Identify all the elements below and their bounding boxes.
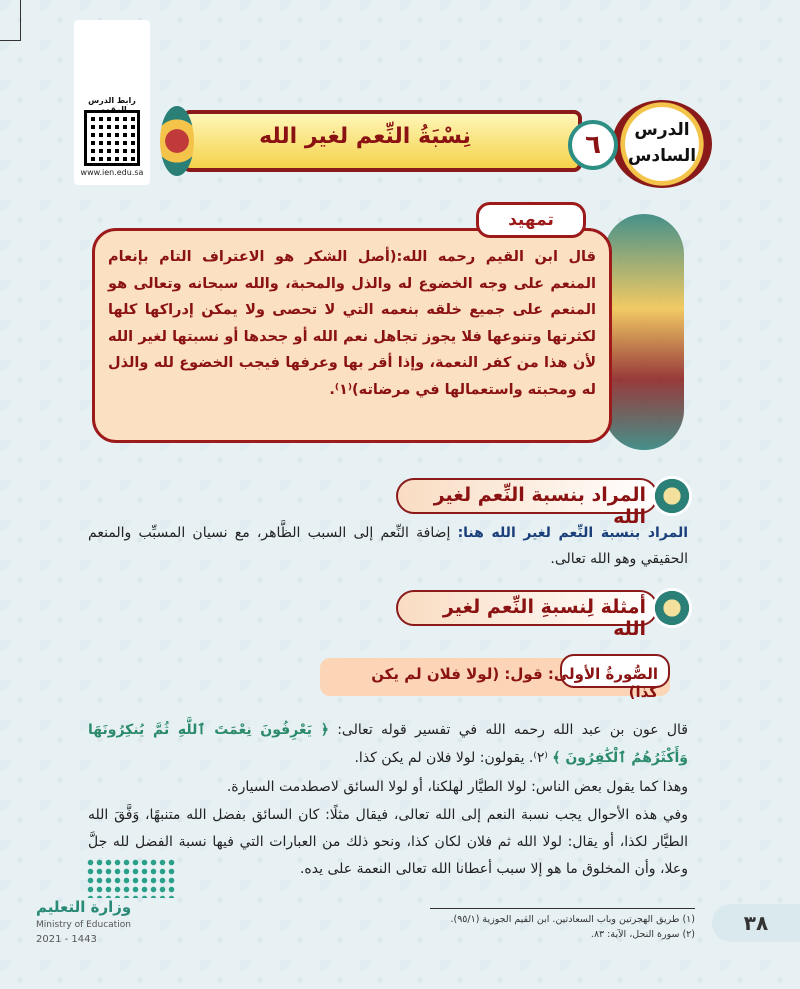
footnote-rule [430, 908, 695, 909]
qr-label: رابط الدرس [88, 96, 136, 105]
definition-text: إضافة النِّعم إلى السبب الظَّاهر، مع نسيان المسبِّب والمنعم الحقيقي وهو الله تعالى. [88, 525, 688, 567]
qr-url[interactable]: www.ien.edu.sa [80, 168, 144, 177]
footnote-2: (٢) سورة النحل، الآية: ٨٣. [590, 929, 695, 940]
intro-ornament-icon [604, 214, 684, 450]
paragraph-3: وفي هذه الأحوال يجب نسبة النعم إلى الله تعالى، فيقال مثلًا: كان السائق بفضل الله متنبهًا، وَفَّقَ الله الطيَّار لكذا، أو يقال: لولا الله ثم فلان لكان كذا، ونحو ذلك من العبارات التي فيها نسبة الفضل لله جلَّ وعلا، وأن المخلوق ما هو إلا سبب أعطانا الله تعالى النعمة على يده. [88, 807, 688, 877]
section2-ornament-icon [652, 588, 692, 628]
paragraph-2: وهذا كما يقول بعض الناس: لولا الطيَّار لهلكنا، أو لولا السائق لاصطدمت السيارة. [226, 779, 688, 795]
p1-end: ⁽٢⁾. يقولون: لولا فلان لم يكن كذا. [354, 750, 548, 766]
section1-title: المراد بنسبة النِّعم لغير الله [433, 484, 646, 528]
section2-title: أمثلة لِنسبةِ النِّعم لغير الله [442, 596, 646, 640]
ministry-logo-icon [86, 858, 176, 898]
qr-code-icon[interactable] [84, 110, 140, 166]
banner-ornament-icon [160, 106, 194, 176]
case-text: قول: (لولا فلان لم يكن كذا) [371, 665, 658, 701]
crop-mark [0, 0, 21, 41]
ministry-name-ar: وزارة التعليم [36, 898, 132, 916]
paragraph-1 [88, 716, 688, 772]
footnote-1: (١) طريق الهجرتين وباب السعادتين. ابن القيم الجوزية (٩٥/١). [450, 914, 695, 925]
lesson-badge [612, 100, 712, 188]
ministry-year: 2021 - 1443 [36, 934, 97, 945]
intro-tab: تمهيد [476, 202, 586, 238]
section1-definition [88, 520, 688, 572]
lesson-ordinal: السادس [627, 146, 697, 166]
section1-ornament-icon [652, 476, 692, 516]
lesson-word: الدرس [634, 120, 690, 140]
lesson-number: ٦ [568, 120, 618, 170]
definition-label: المراد بنسبة النِّعم لغير الله هنا: [457, 525, 689, 541]
case-label: الصُّورةُ الأولى: [547, 665, 658, 683]
page-number: ٣٨ [712, 904, 800, 942]
p1-intro: قال عون بن عبد الله رحمه الله في تفسير قوله تعالى: [337, 722, 688, 738]
quran-verse: ﴿ يَعْرِفُونَ نِعْمَتَ ٱللَّهِ ثُمَّ يُنكِرُونَهَا وَأَكْثَرُهُمُ ٱلْكَٰفِرُونَ ﴾ [88, 722, 688, 766]
intro-text: قال ابن القيم رحمه الله:(أصل الشكر هو الاعتراف التام بإنعام المنعم على وجه الخضوع له والذل والمحبة، والله سبحانه وتعالى هو المنعم على جميع خلقه بنعمه التي لا تحصى ولا يمكن إدراكها كلها لكثرتها وتنوعها فلا يجوز تجاهل نعم الله أو جحدها أو نسبتها لغير الله لأن هذا من كفر النعمة، وإذا أقر بها وعرفها فيجب الخضوع لله والذل له ومحبته واستعمالها في مرضاته)⁽١⁾. [108, 249, 596, 398]
case-title [338, 665, 658, 701]
lesson-title: نِسْبَةُ النِّعم لغير الله [259, 124, 471, 149]
footnotes [405, 912, 695, 942]
ministry-name-en: Ministry of Education [36, 920, 131, 930]
